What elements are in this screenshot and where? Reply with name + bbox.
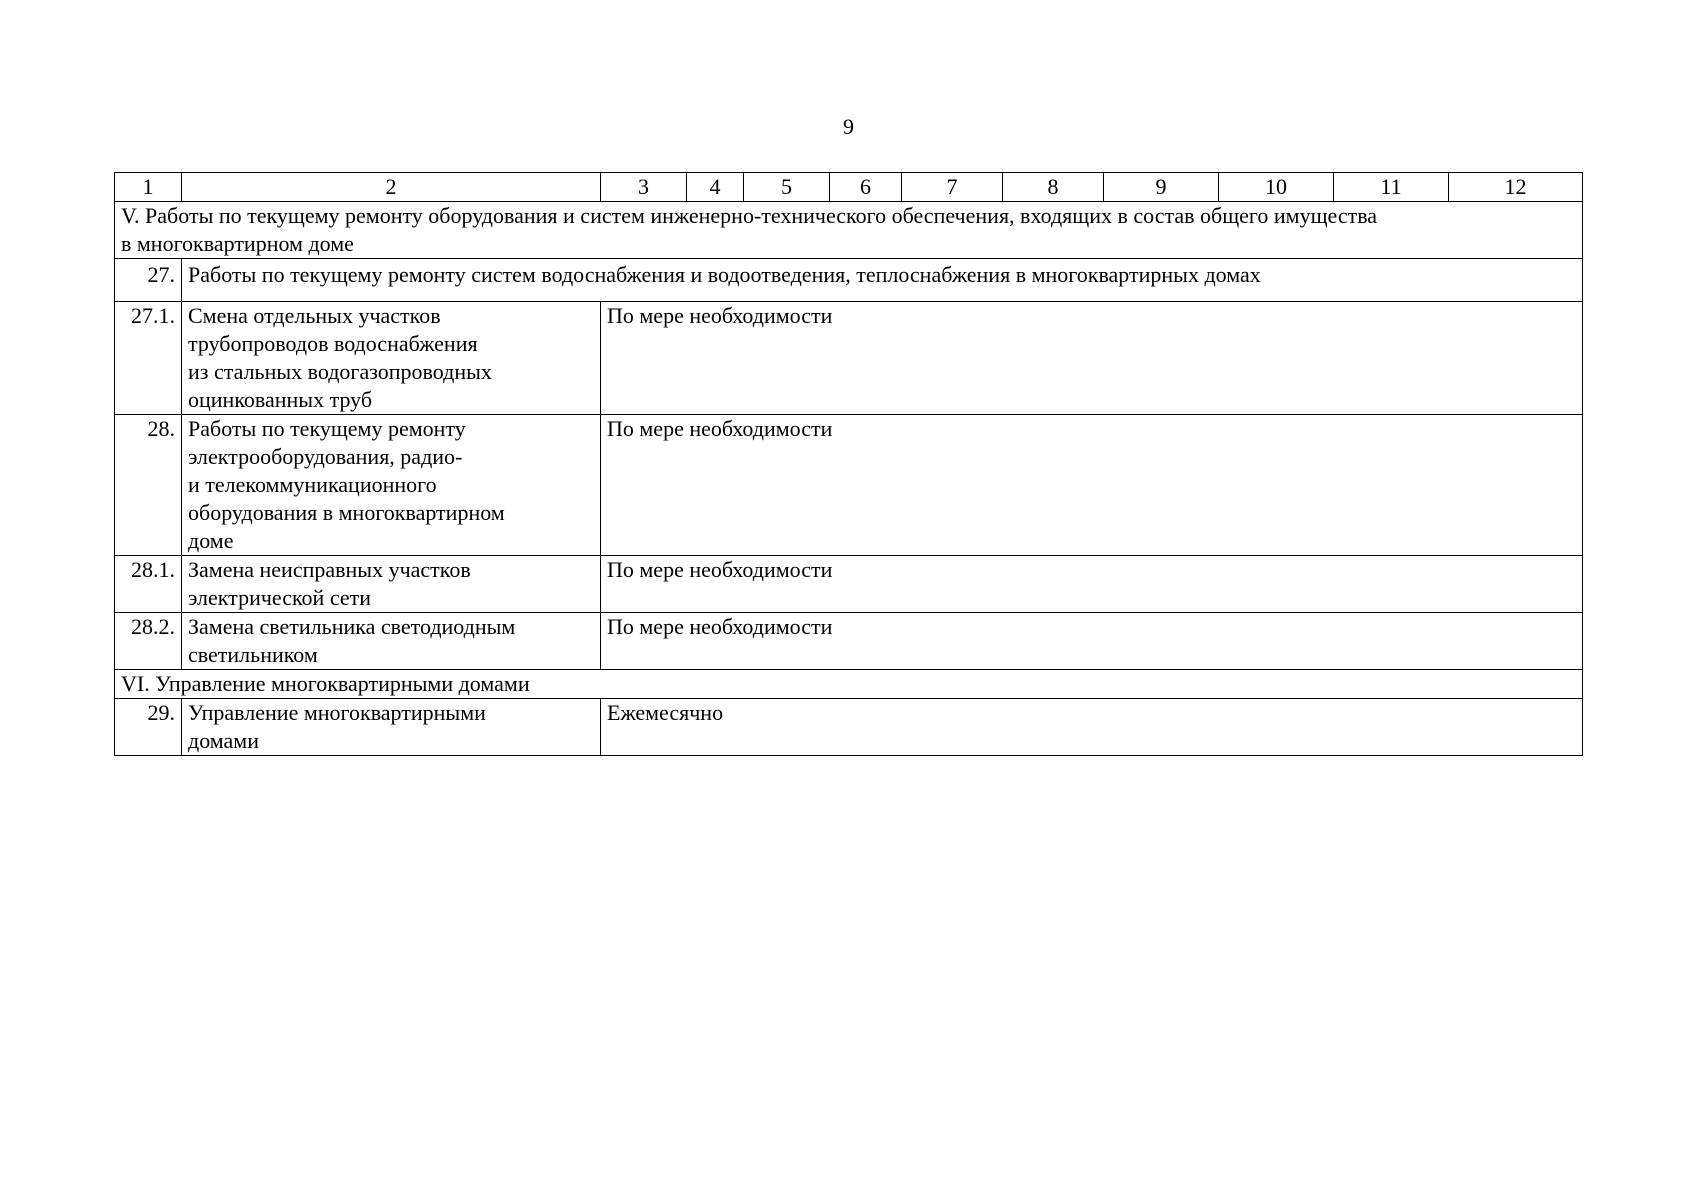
item-number: 29. [115,699,182,756]
item-28-2-row [115,613,1583,670]
section-v-row [115,202,1583,259]
item-frequency: Ежемесячно [601,699,1583,756]
item-name-line: Замена неисправных участков [188,557,471,582]
column-number: 6 [830,173,902,202]
item-frequency: По мере необходимости [601,556,1583,613]
item-name-line: домами [188,728,260,753]
item-number: 28.1. [115,556,182,613]
column-number-row [115,173,1583,202]
item-name [182,613,601,670]
column-number: 8 [1003,173,1104,202]
item-name-line: доме [188,528,234,553]
column-number: 12 [1449,173,1583,202]
item-28-1-row [115,556,1583,613]
item-28-row [115,415,1583,556]
item-number: 27.1. [115,302,182,415]
item-name-line: светильником [188,642,318,667]
item-name-line: из стальных водогазопроводных [188,359,492,384]
column-number: 4 [687,173,744,202]
item-name-line: Смена отдельных участков [188,303,441,328]
section-vi-heading: VI. Управление многоквартирными домами [115,670,1583,699]
column-number: 10 [1219,173,1334,202]
item-27-title: Работы по текущему ремонту систем водоснабжения и водоотведения, теплоснабжения в многоквартирных домах [182,259,1583,302]
column-number: 2 [182,173,601,202]
column-number: 5 [744,173,830,202]
item-27-row [115,259,1583,302]
item-name-line: электрической сети [188,585,372,610]
item-name-line: электрооборудования, радио- [188,444,463,469]
item-name-line: и телекоммуникационного [188,472,437,497]
column-number: 1 [115,173,182,202]
item-number: 28.2. [115,613,182,670]
column-number: 7 [902,173,1003,202]
item-number: 27. [115,259,182,302]
section-v-heading [115,202,1583,259]
column-number: 3 [601,173,687,202]
item-frequency: По мере необходимости [601,302,1583,415]
section-v-title-line1: V. Работы по текущему ремонту оборудования и систем инженерно-технического обеспечения, входящих в состав общего имущества [121,203,1378,228]
section-vi-row [115,670,1583,699]
item-name-line: Работы по текущему ремонту [188,416,466,441]
item-name-line: оборудования в многоквартирном [188,500,505,525]
page-number: 9 [843,114,854,139]
item-name-line: Управление многоквартирными [188,700,486,725]
section-v-title-line2: в многоквартирном доме [121,231,354,256]
item-name-line: трубопроводов водоснабжения [188,331,478,356]
column-number: 11 [1334,173,1449,202]
item-name [182,699,601,756]
item-name-line: Замена светильника светодиодным [188,614,516,639]
item-name [182,415,601,556]
item-frequency: По мере необходимости [601,415,1583,556]
item-frequency: По мере необходимости [601,613,1583,670]
item-number: 28. [115,415,182,556]
item-name-line: оцинкованных труб [188,387,373,412]
item-27-1-row [115,302,1583,415]
item-name [182,302,601,415]
column-number: 9 [1104,173,1219,202]
item-name [182,556,601,613]
item-29-row [115,699,1583,756]
works-table [114,172,1583,756]
